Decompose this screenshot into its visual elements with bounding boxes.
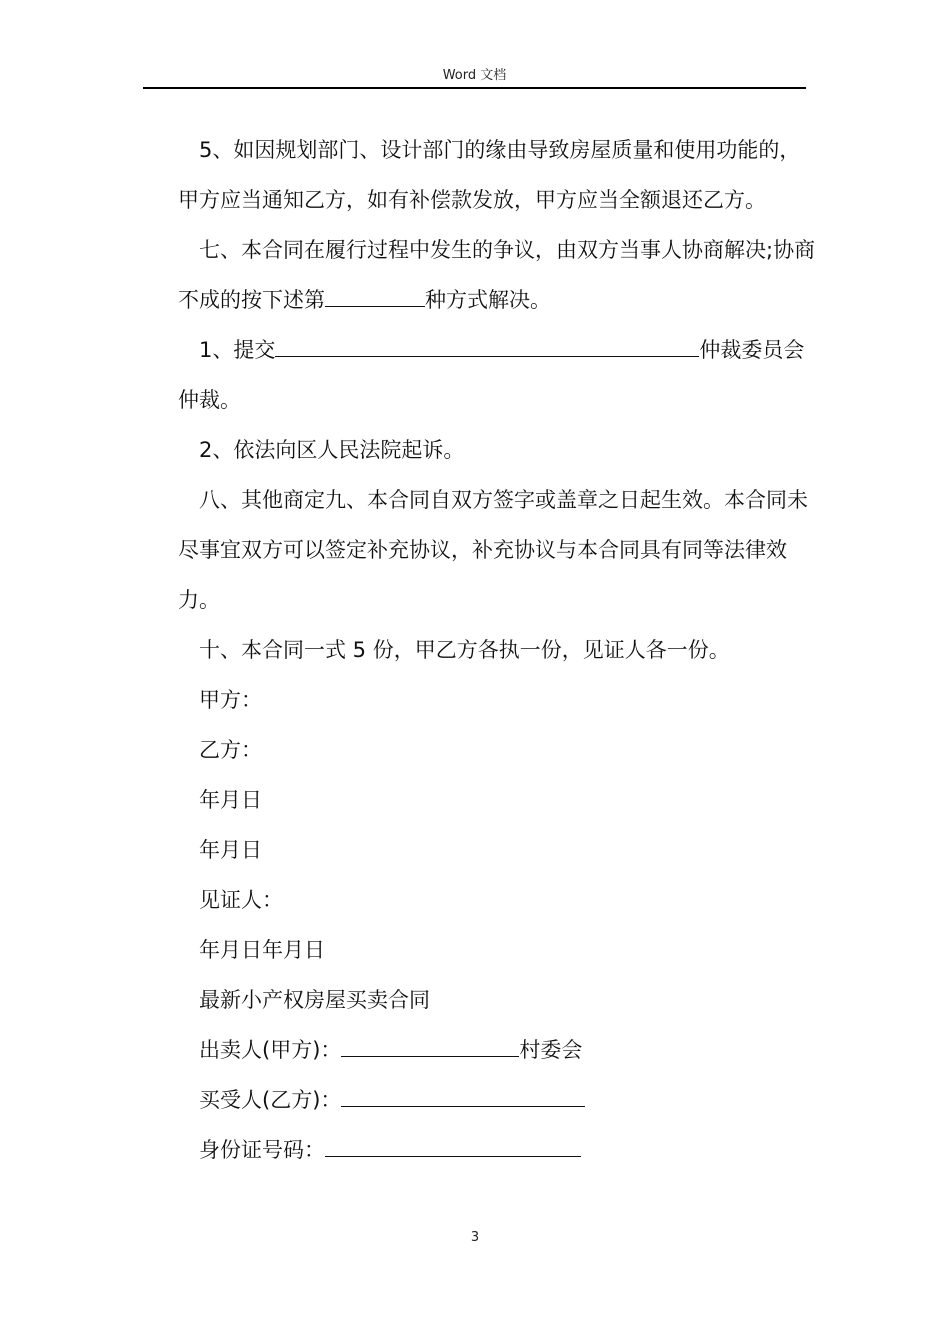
page-number: 3 [470, 1230, 480, 1245]
seller-label: 出卖人(甲方)： [199, 1038, 342, 1062]
id-number-blank [325, 1132, 581, 1157]
arbitration-text: 1、提交 [199, 338, 276, 362]
dispute-method-blank [325, 282, 425, 307]
arbitration-text-end: 仲裁委员会仲裁。 [178, 338, 805, 412]
party-a-label: 甲方： [199, 688, 262, 712]
date-line-2: 年月日 [199, 838, 262, 862]
id-number-line [178, 1125, 818, 1175]
witness-label: 见证人： [199, 888, 283, 912]
paragraph-copies: 十、本合同一式 5 份，甲乙方各执一份，见证人各一份。 [199, 638, 730, 662]
paragraph-other: 八、其他商定九、本合同自双方签字或盖章之日起生效。本合同未尽事宜双方可以签定补充协议，补充协议与本合同具有同等法律效力。 [178, 488, 808, 612]
contract-title: 最新小产权房屋买卖合同 [199, 988, 430, 1012]
header-rule [143, 87, 806, 89]
seller-suffix: 村委会 [519, 1038, 583, 1062]
paragraph-clause-5: 5、如因规划部门、设计部门的缘由导致房屋质量和使用功能的，甲方应当通知乙方，如有补偿款发放，甲方应当全额退还乙方。 [178, 138, 801, 212]
party-b-label: 乙方： [199, 738, 262, 762]
paragraph-lawsuit: 2、依法向区人民法院起诉。 [199, 438, 465, 462]
dispute-text-end: 种方式解决。 [425, 288, 551, 312]
paragraph-dispute [178, 225, 818, 325]
paragraph-arbitration [178, 325, 818, 425]
date-line-3: 年月日年月日 [199, 938, 325, 962]
arbitration-blank [275, 332, 699, 357]
page-header: Word 文档 [442, 68, 507, 83]
document-body [178, 125, 818, 1175]
date-line-1: 年月日 [199, 788, 262, 812]
id-number-label: 身份证号码： [199, 1138, 325, 1162]
dispute-text: 七、本合同在履行过程中发生的争议，由双方当事人协商解决;协商不成的按下述第 [178, 238, 816, 312]
seller-blank [341, 1032, 519, 1057]
buyer-label: 买受人(乙方)： [199, 1088, 342, 1112]
buyer-blank [341, 1082, 585, 1107]
buyer-line [178, 1075, 818, 1125]
seller-line [178, 1025, 818, 1075]
